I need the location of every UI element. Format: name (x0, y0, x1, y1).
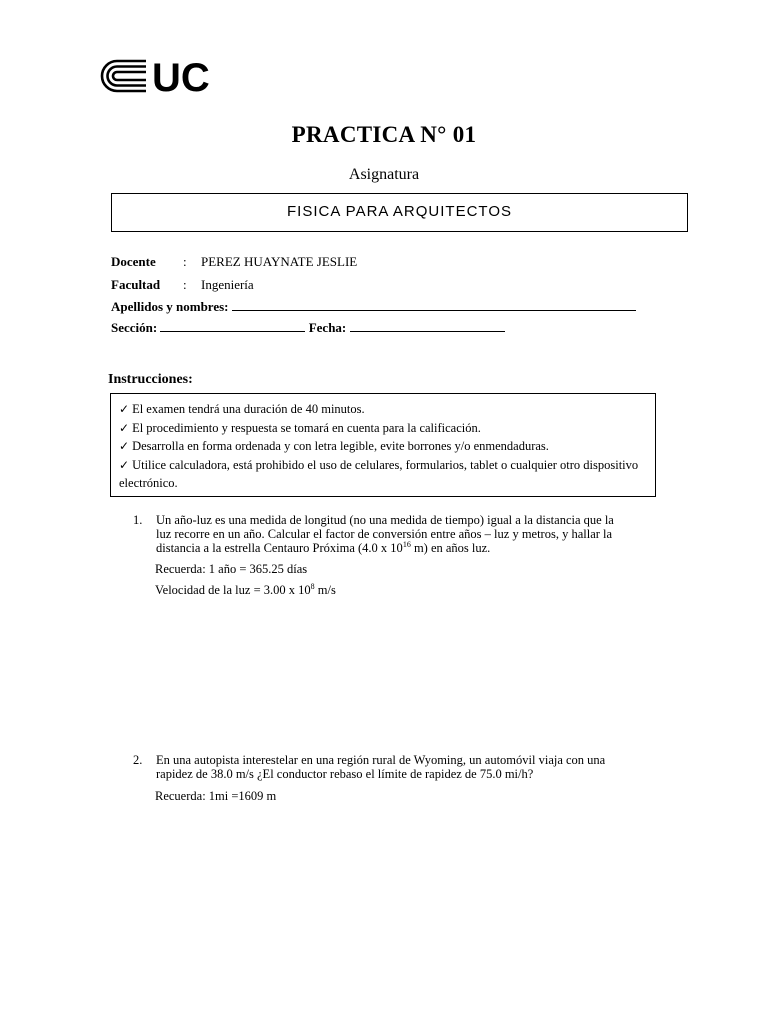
check-icon: ✓ (119, 402, 130, 416)
instruction-text: El examen tendrá una duración de 40 minutos. (132, 402, 365, 416)
facultad-row (111, 277, 254, 293)
instruction-item (119, 400, 647, 419)
question-1-text (156, 513, 626, 555)
uc-logo (100, 58, 222, 94)
check-icon: ✓ (119, 457, 130, 472)
instruction-item (119, 419, 647, 438)
check-icon: ✓ (119, 439, 130, 453)
uc-emblem-icon (100, 58, 222, 94)
fecha-label: Fecha: (308, 320, 347, 335)
note-text-part: Velocidad de la luz = 3.00 x 10 (155, 583, 311, 597)
subject-label: Asignatura (348, 166, 420, 183)
facultad-value: Ingeniería (201, 277, 254, 292)
docente-value: PEREZ HUAYNATE JESLIE (201, 254, 358, 269)
apellidos-row (111, 299, 636, 315)
docente-label: Docente (111, 254, 156, 269)
page-title: PRACTICA N° 01 (291, 122, 477, 147)
instructions-box (110, 393, 656, 497)
instruction-text: Desarrolla en forma ordenada y con letra legible, evite borrones y/o enmendaduras. (132, 439, 549, 453)
instruction-item (119, 437, 647, 456)
question-2-number: 2. (133, 753, 143, 767)
question-2-note-1: Recuerda: 1mi =1609 m (155, 789, 277, 803)
question-1-text-part: Un año-luz es una medida de longitud (no una medida de tiempo) igual a la distancia que la luz recorre en un año. Calcular el factor de conversión entre años – luz y metros, y hallar la distancia a la estrella Centauro Próxima (4.0 x 10 (156, 513, 614, 555)
question-1-number: 1. (133, 513, 143, 527)
subject-box (111, 193, 688, 232)
seccion-label: Sección: (111, 320, 158, 335)
apellidos-label: Apellidos y nombres: (111, 299, 229, 314)
subject-name: FISICA PARA ARQUITECTOS (287, 203, 512, 220)
seccion-blank[interactable] (160, 320, 305, 332)
docente-row (111, 254, 358, 270)
docente-colon: : (183, 254, 187, 269)
apellidos-blank[interactable] (232, 299, 636, 311)
note-text-part: m/s (314, 583, 336, 597)
uc-logo-text: UC (152, 58, 210, 94)
question-2-text: En una autopista interestelar en una región rural de Wyoming, un automóvil viaja con una rapidez de 38.0 m/s ¿El conductor rebaso el límite de rapidez de 75.0 mi/h? (156, 753, 606, 781)
question-1-note-2 (155, 583, 336, 598)
facultad-label: Facultad (111, 277, 161, 292)
note-exponent: 8 (310, 582, 315, 591)
instruction-text: El procedimiento y respuesta se tomará en cuenta para la calificación. (132, 420, 481, 435)
instruction-text: Utilice calculadora, está prohibido el uso de celulares, formularios, tablet o cualquier otro dispositivo electrónico. (119, 457, 639, 490)
question-1-note-1: Recuerda: 1 año = 365.25 días (155, 562, 308, 576)
question-1-text-part: m) en años luz. (410, 541, 491, 555)
fecha-blank[interactable] (350, 320, 505, 332)
question-1-exponent: 16 (402, 540, 411, 549)
instruction-item (119, 456, 647, 493)
check-icon: ✓ (119, 420, 130, 435)
instructions-heading: Instrucciones: (108, 372, 193, 387)
seccion-row (111, 320, 505, 336)
facultad-colon: : (183, 277, 187, 292)
